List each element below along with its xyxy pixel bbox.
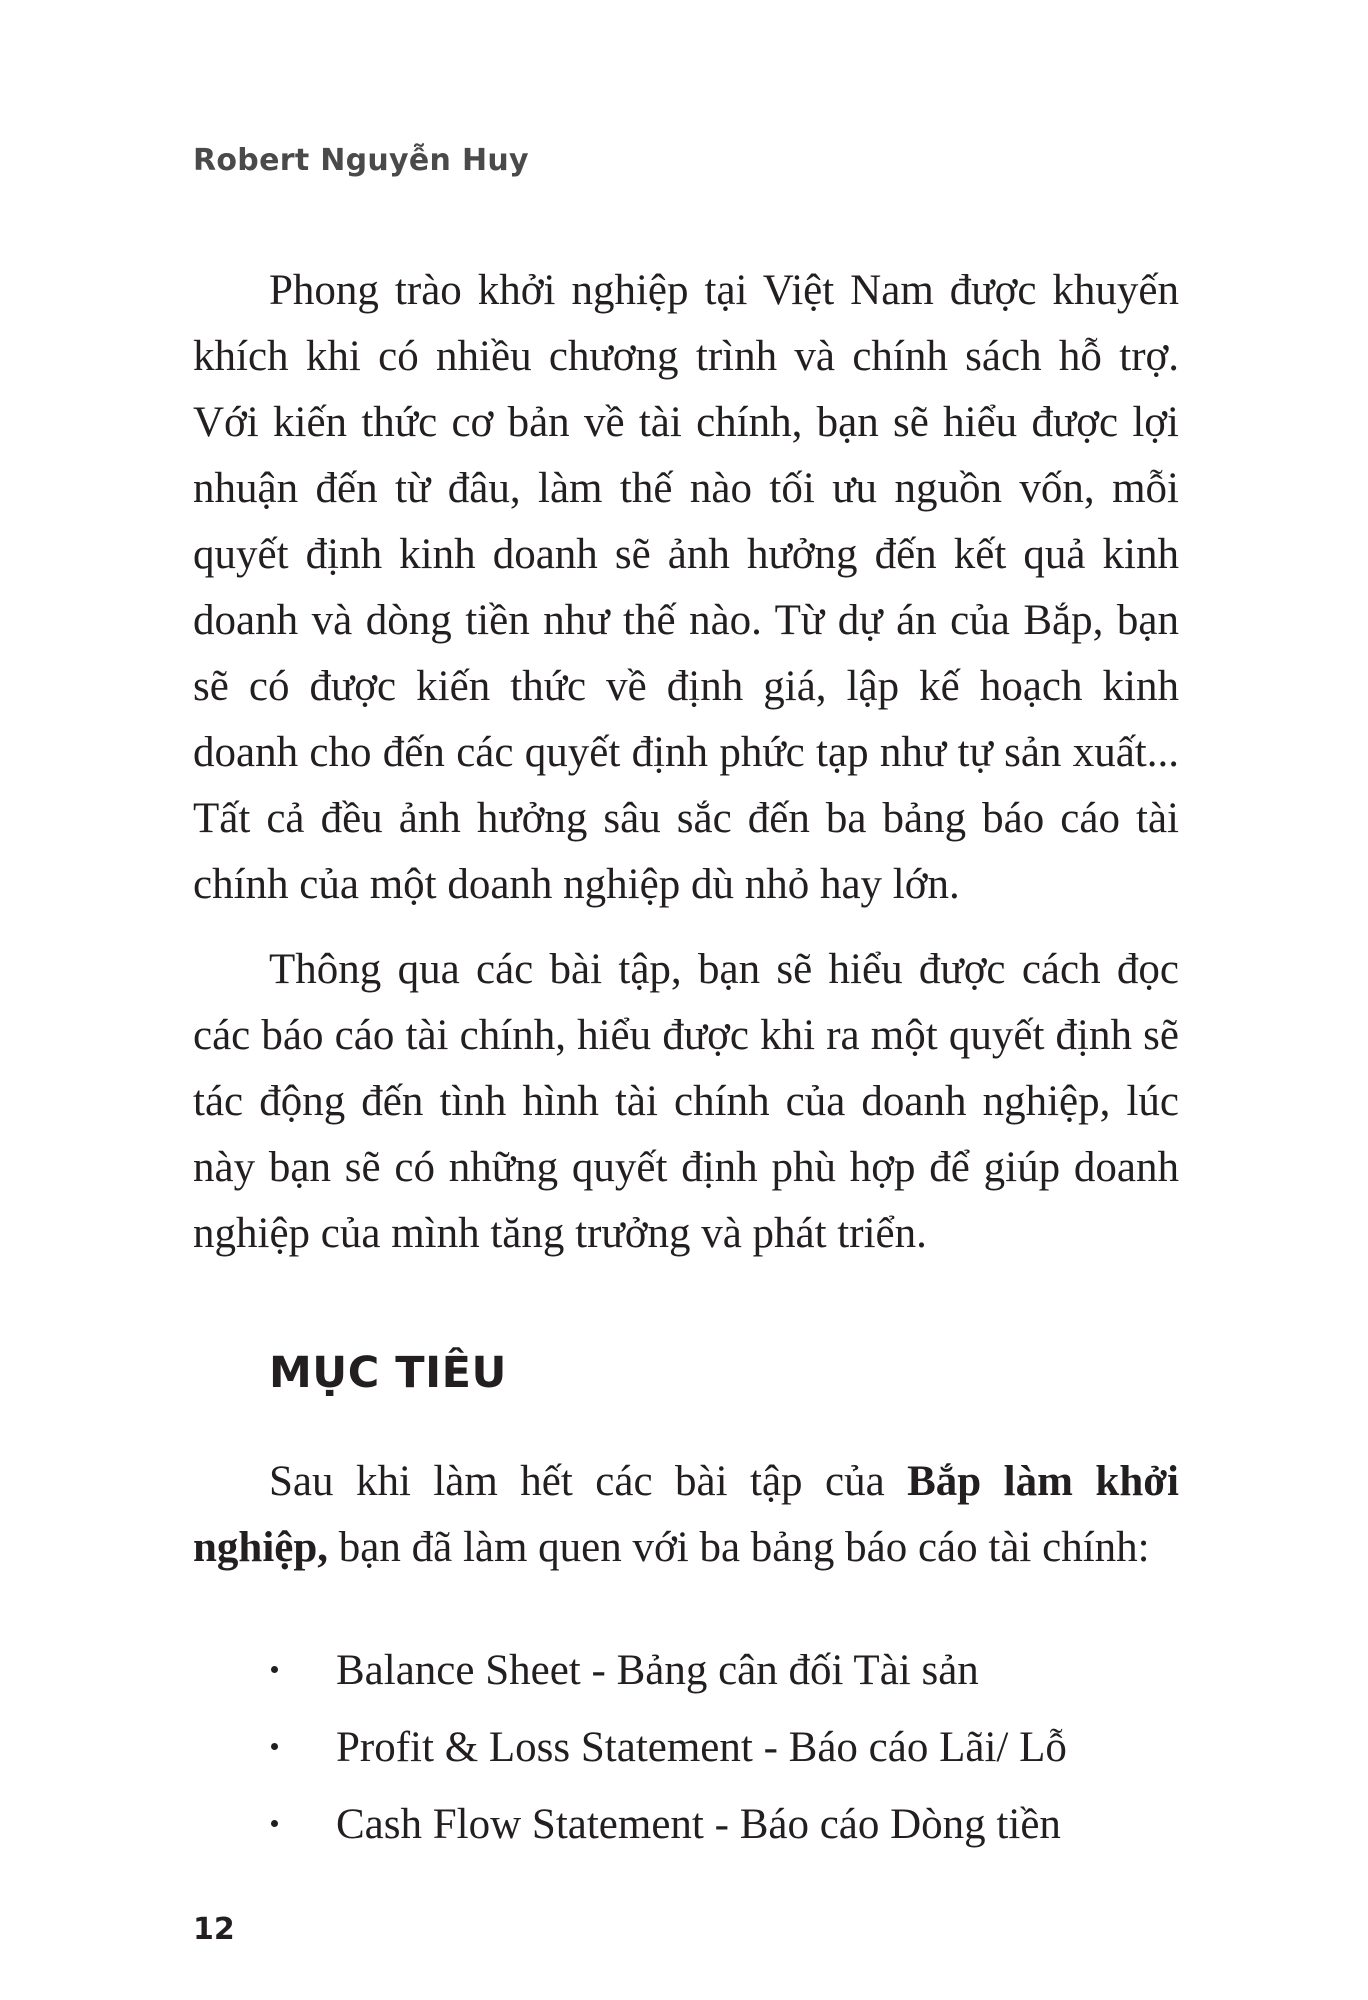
running-header-author: Robert Nguyễn Huy [193, 143, 529, 178]
list-item-text: Profit & Loss Statement - Báo cáo Lãi/ Lỗ [336, 1724, 1067, 1771]
bullet-icon [271, 1743, 278, 1750]
financial-statements-list [193, 1632, 1179, 1863]
list-item [193, 1786, 1179, 1863]
list-item [193, 1632, 1179, 1709]
page-number: 12 [193, 1912, 235, 1947]
body-paragraph-1: Phong trào khởi nghiệp tại Việt Nam được khuyến khích khi có nhiều chương trình và chính sách hỗ trợ. Với kiến thức cơ bản về tài chính, bạn sẽ hiểu được lợi nhuận đến từ đâu, làm thế nào tối ưu nguồn vốn, mỗi quyết định kinh doanh sẽ ảnh hưởng đến kết quả kinh doanh và dòng tiền như thế nào. Từ dự án của Bắp, bạn sẽ có được kiến thức về định giá, lập kế hoạch kinh doanh cho đến các quyết định phức tạp như tự sản xuất... Tất cả đều ảnh hưởng sâu sắc đến ba bảng báo cáo tài chính của một doanh nghiệp dù nhỏ hay lớn. [193, 267, 1179, 908]
list-item-text: Cash Flow Statement - Báo cáo Dòng tiền [336, 1801, 1061, 1848]
list-item [193, 1709, 1179, 1786]
intro-text-before: Sau khi làm hết các bài tập của [269, 1458, 908, 1505]
body-paragraph-2: Thông qua các bài tập, bạn sẽ hiểu được cách đọc các báo cáo tài chính, hiểu được khi ra một quyết định sẽ tác động đến tình hình tài chính của doanh nghiệp, lúc này bạn sẽ có những quyết định phù hợp để giúp doanh nghiệp của mình tăng trưởng và phát triển. [193, 946, 1179, 1257]
bullet-icon [271, 1820, 278, 1827]
bullet-icon [271, 1666, 278, 1673]
section-heading: MỤC TIÊU [269, 1348, 507, 1398]
section-intro-paragraph [193, 1449, 1179, 1581]
list-item-text: Balance Sheet - Bảng cân đối Tài sản [336, 1647, 979, 1694]
book-title-bold: Bắp làm khởi nghiệp, [193, 1458, 1179, 1571]
intro-text-after: bạn đã làm quen với ba bảng báo cáo tài chính: [328, 1524, 1150, 1571]
